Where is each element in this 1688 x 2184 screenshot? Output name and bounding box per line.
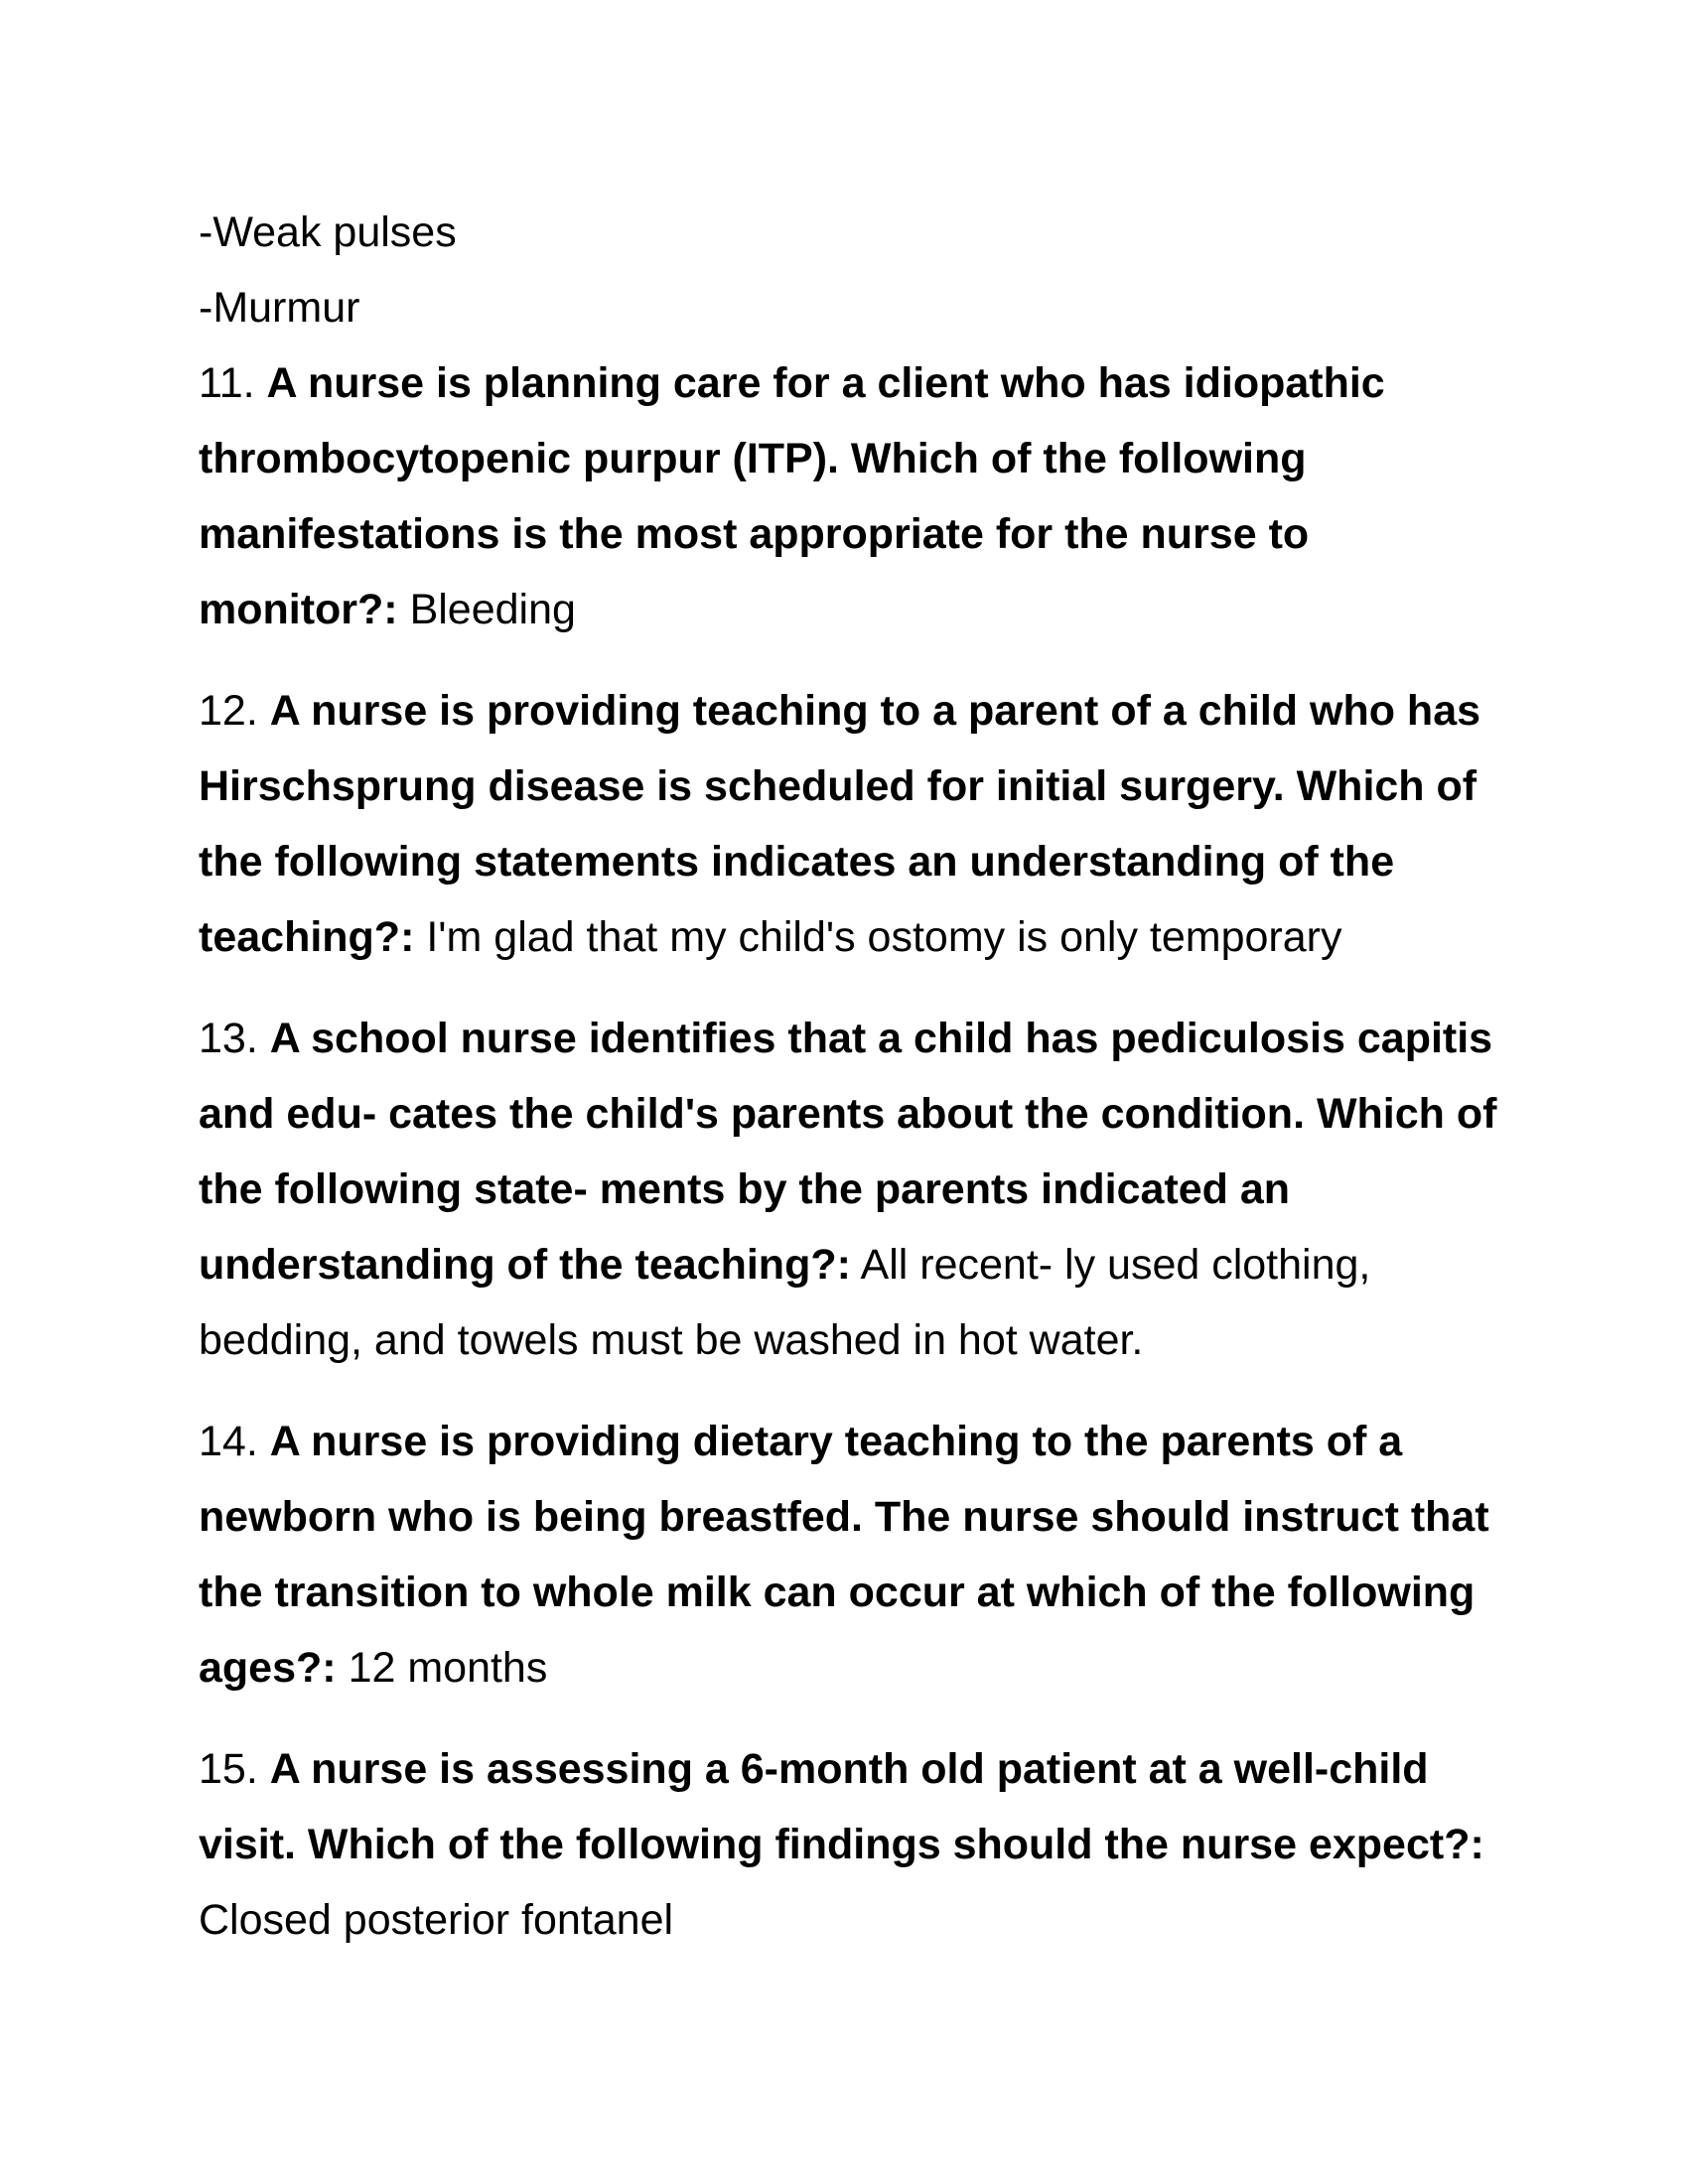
answer-text: 12 months (348, 1644, 548, 1692)
question-text: A nurse is providing dietary teaching to the parents of a newborn who is being breastfed. The nurse should instruct that the transition to whole milk can occur at which of the following ages?: (199, 1418, 1489, 1692)
question-text: A nurse is providing teaching to a parent of a child who has Hirschsprung disease is scheduled for initial surgery. Which of the following statements indicates an understanding of the teaching?: (199, 687, 1481, 961)
question-block (199, 1001, 1509, 1378)
answer-text: All recent- ly used clothing, bedding, and towels must be washed in hot water. (199, 1241, 1371, 1364)
continuation-line: -Weak pulses (199, 208, 457, 256)
answer-text: Bleeding (409, 586, 576, 633)
question-block (199, 345, 1509, 647)
answer-text: I'm glad that my child's ostomy is only temporary (426, 913, 1342, 961)
question-block (199, 1404, 1509, 1706)
question-number: 12. (199, 687, 258, 735)
answer-text: Closed posterior fontanel (199, 1896, 674, 1944)
question-number: 15. (199, 1745, 258, 1793)
question-block (199, 673, 1509, 975)
question-text: A nurse is assessing a 6-month old patient at a well-child visit. Which of the following findings should the nurse expect?: (199, 1745, 1484, 1868)
continuation-line: -Murmur (199, 284, 360, 332)
question-block (199, 1731, 1509, 1958)
question-number: 13. (199, 1015, 258, 1062)
document-page (199, 195, 1509, 1983)
question-text: A nurse is planning care for a client who has idiopathic thrombocytopenic purpur (ITP). Which of the following manifestations is the most appropriate for the nurse to monitor?: (199, 359, 1385, 633)
question-text: A school nurse identifies that a child has pediculosis capitis and edu- cates the child's parents about the condition. Which of the following state- ments by the parents indicated an understanding of the teaching?: (199, 1015, 1497, 1289)
question-number: 11. (199, 359, 255, 407)
question-number: 14. (199, 1418, 258, 1465)
